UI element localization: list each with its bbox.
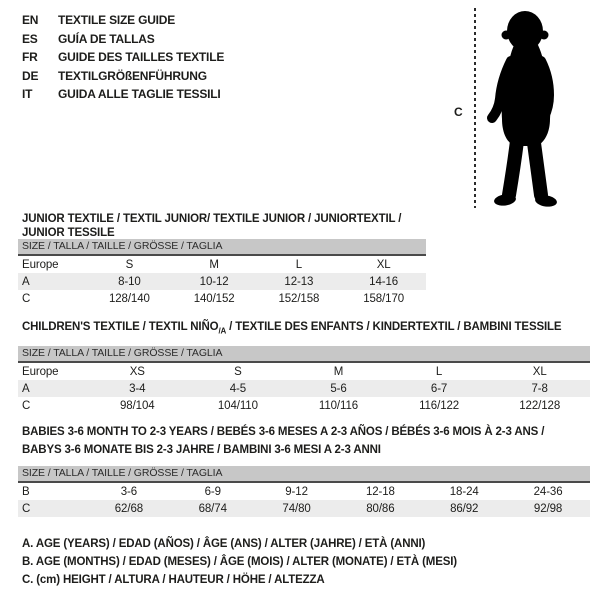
babies-size-table: [18, 424, 590, 517]
size-header-bar: SIZE / TALLA / TAILLE / GRÖSSE / TAGLIA: [18, 346, 590, 363]
language-code: FR: [22, 50, 38, 64]
size-cell: 7-8: [489, 380, 590, 397]
language-title: GUÍA DE TALLAS: [58, 31, 155, 46]
language-title: TEXTILE SIZE GUIDE: [58, 13, 176, 27]
table-row: [18, 363, 590, 380]
silhouette-leg: [509, 141, 517, 195]
size-table: [18, 256, 426, 307]
row-label: A: [18, 273, 87, 290]
size-table: [18, 483, 590, 517]
size-cell: 104/110: [217, 399, 258, 412]
size-cell: 18-24: [449, 485, 479, 498]
size-cell: 92/98: [506, 500, 590, 517]
size-cell: 68/74: [171, 500, 255, 517]
table-title: [18, 320, 590, 346]
table-row: [18, 500, 590, 517]
size-cell: M: [209, 258, 219, 271]
size-cell: 14-16: [341, 273, 426, 290]
size-cell: XS: [129, 365, 145, 378]
size-cell: XL: [376, 258, 391, 271]
size-cell: S: [125, 258, 134, 271]
size-cell: 98/104: [120, 399, 155, 412]
children-size-table: [18, 320, 590, 414]
size-cell: 74/80: [255, 500, 339, 517]
size-cell: 158/170: [363, 292, 405, 305]
size-cell: 12-18: [365, 485, 395, 498]
table-title-text: CHILDREN'S TEXTILE / TEXTIL NIÑO: [22, 321, 219, 333]
language-code: DE: [22, 68, 39, 83]
footnote: B. AGE (MONTHS) / EDAD (MESES) / ÂGE (MOIS) / ALTER (MONATE) / ETÀ (MESI): [22, 556, 457, 568]
language-row: [22, 30, 224, 49]
row-label: C: [22, 292, 31, 305]
size-cell: S: [234, 365, 242, 378]
size-cell: 3-4: [87, 380, 188, 397]
size-cell: 80/86: [338, 500, 422, 517]
size-cell: 5-6: [288, 380, 389, 397]
table-title-line: BABIES 3-6 MONTH TO 2-3 YEARS / BEBÉS 3-6 MESES A 2-3 AÑOS / BÉBÉS 3-6 MOIS À 2-3 ANS /: [22, 426, 545, 438]
junior-size-table: [18, 212, 426, 307]
size-cell: 128/140: [108, 292, 150, 305]
size-cell: 9-12: [285, 485, 308, 498]
table-row: [18, 273, 426, 290]
language-title-list: [22, 11, 224, 104]
size-cell: 110/116: [318, 399, 359, 412]
row-label: B: [22, 485, 30, 498]
language-title: GUIDE DES TAILLES TEXTILE: [58, 50, 225, 64]
table-title-subscript: /A: [218, 326, 227, 336]
row-label: Europe: [22, 258, 59, 271]
size-cell: 6-9: [204, 485, 221, 498]
size-cell: 24-36: [533, 485, 563, 498]
size-cell: 152/158: [278, 292, 320, 305]
size-header-bar: SIZE / TALLA / TAILLE / GRÖSSE / TAGLIA: [18, 239, 426, 256]
height-measure-label: C: [454, 105, 463, 119]
size-cell: 3-6: [120, 485, 138, 498]
size-cell: L: [295, 258, 303, 271]
row-label: A: [18, 380, 87, 397]
language-code: EN: [22, 13, 39, 27]
table-title-line: BABYS 3-6 MONATE BIS 2-3 JAHRE / BAMBINI 3-6 MESI A 2-3 ANNI: [22, 443, 381, 456]
table-row: [18, 397, 590, 414]
footnote: C. (cm) HEIGHT / ALTURA / HAUTEUR / HÖHE / ALTEZZA: [22, 574, 325, 586]
table-row: [18, 290, 426, 307]
size-cell: 62/68: [87, 500, 171, 517]
size-cell: 8-10: [87, 273, 172, 290]
size-cell: 86/92: [422, 500, 506, 517]
language-title: TEXTILGRÖßENFÜHRUNG: [58, 68, 207, 83]
size-table: [18, 363, 590, 414]
size-cell: M: [333, 365, 344, 378]
footnote-list: [22, 535, 457, 589]
row-label: C: [22, 399, 31, 412]
size-cell: L: [435, 365, 443, 378]
size-cell: 6-7: [389, 380, 490, 397]
table-row: [18, 256, 426, 273]
language-row: [22, 67, 224, 86]
size-cell: 4-5: [188, 380, 289, 397]
language-code: ES: [22, 31, 38, 46]
language-row: [22, 11, 224, 30]
table-title-text: / TEXTILE DES ENFANTS / KINDERTEXTIL / BAMBINI TESSILE: [226, 321, 562, 333]
table-row: [18, 483, 590, 500]
table-title: JUNIOR TEXTILE / TEXTIL JUNIOR/ TEXTILE JUNIOR / JUNIORTEXTIL / JUNIOR TESSILE: [22, 213, 402, 239]
size-cell: 12-13: [257, 273, 342, 290]
language-row: [22, 48, 224, 67]
size-cell: 10-12: [172, 273, 257, 290]
height-measure-line: [474, 8, 476, 208]
table-row: [18, 380, 590, 397]
size-cell: 122/128: [519, 399, 561, 412]
size-cell: 116/122: [419, 399, 460, 412]
language-title: GUIDA ALLE TAGLIE TESSILI: [58, 87, 221, 101]
silhouette-leg: [534, 143, 541, 195]
language-row: [22, 85, 224, 104]
size-cell: 140/152: [193, 292, 235, 305]
size-header-bar: SIZE / TALLA / TAILLE / GRÖSSE / TAGLIA: [18, 466, 590, 483]
toddler-silhouette-image: [481, 9, 573, 208]
size-cell: XL: [532, 365, 547, 378]
row-label: Europe: [22, 365, 59, 378]
table-title: [18, 424, 590, 466]
language-code: IT: [22, 87, 33, 101]
row-label: C: [18, 500, 87, 517]
footnote: A. AGE (YEARS) / EDAD (AÑOS) / ÂGE (ANS) / ALTER (JAHRE) / ETÀ (ANNI): [22, 538, 426, 550]
